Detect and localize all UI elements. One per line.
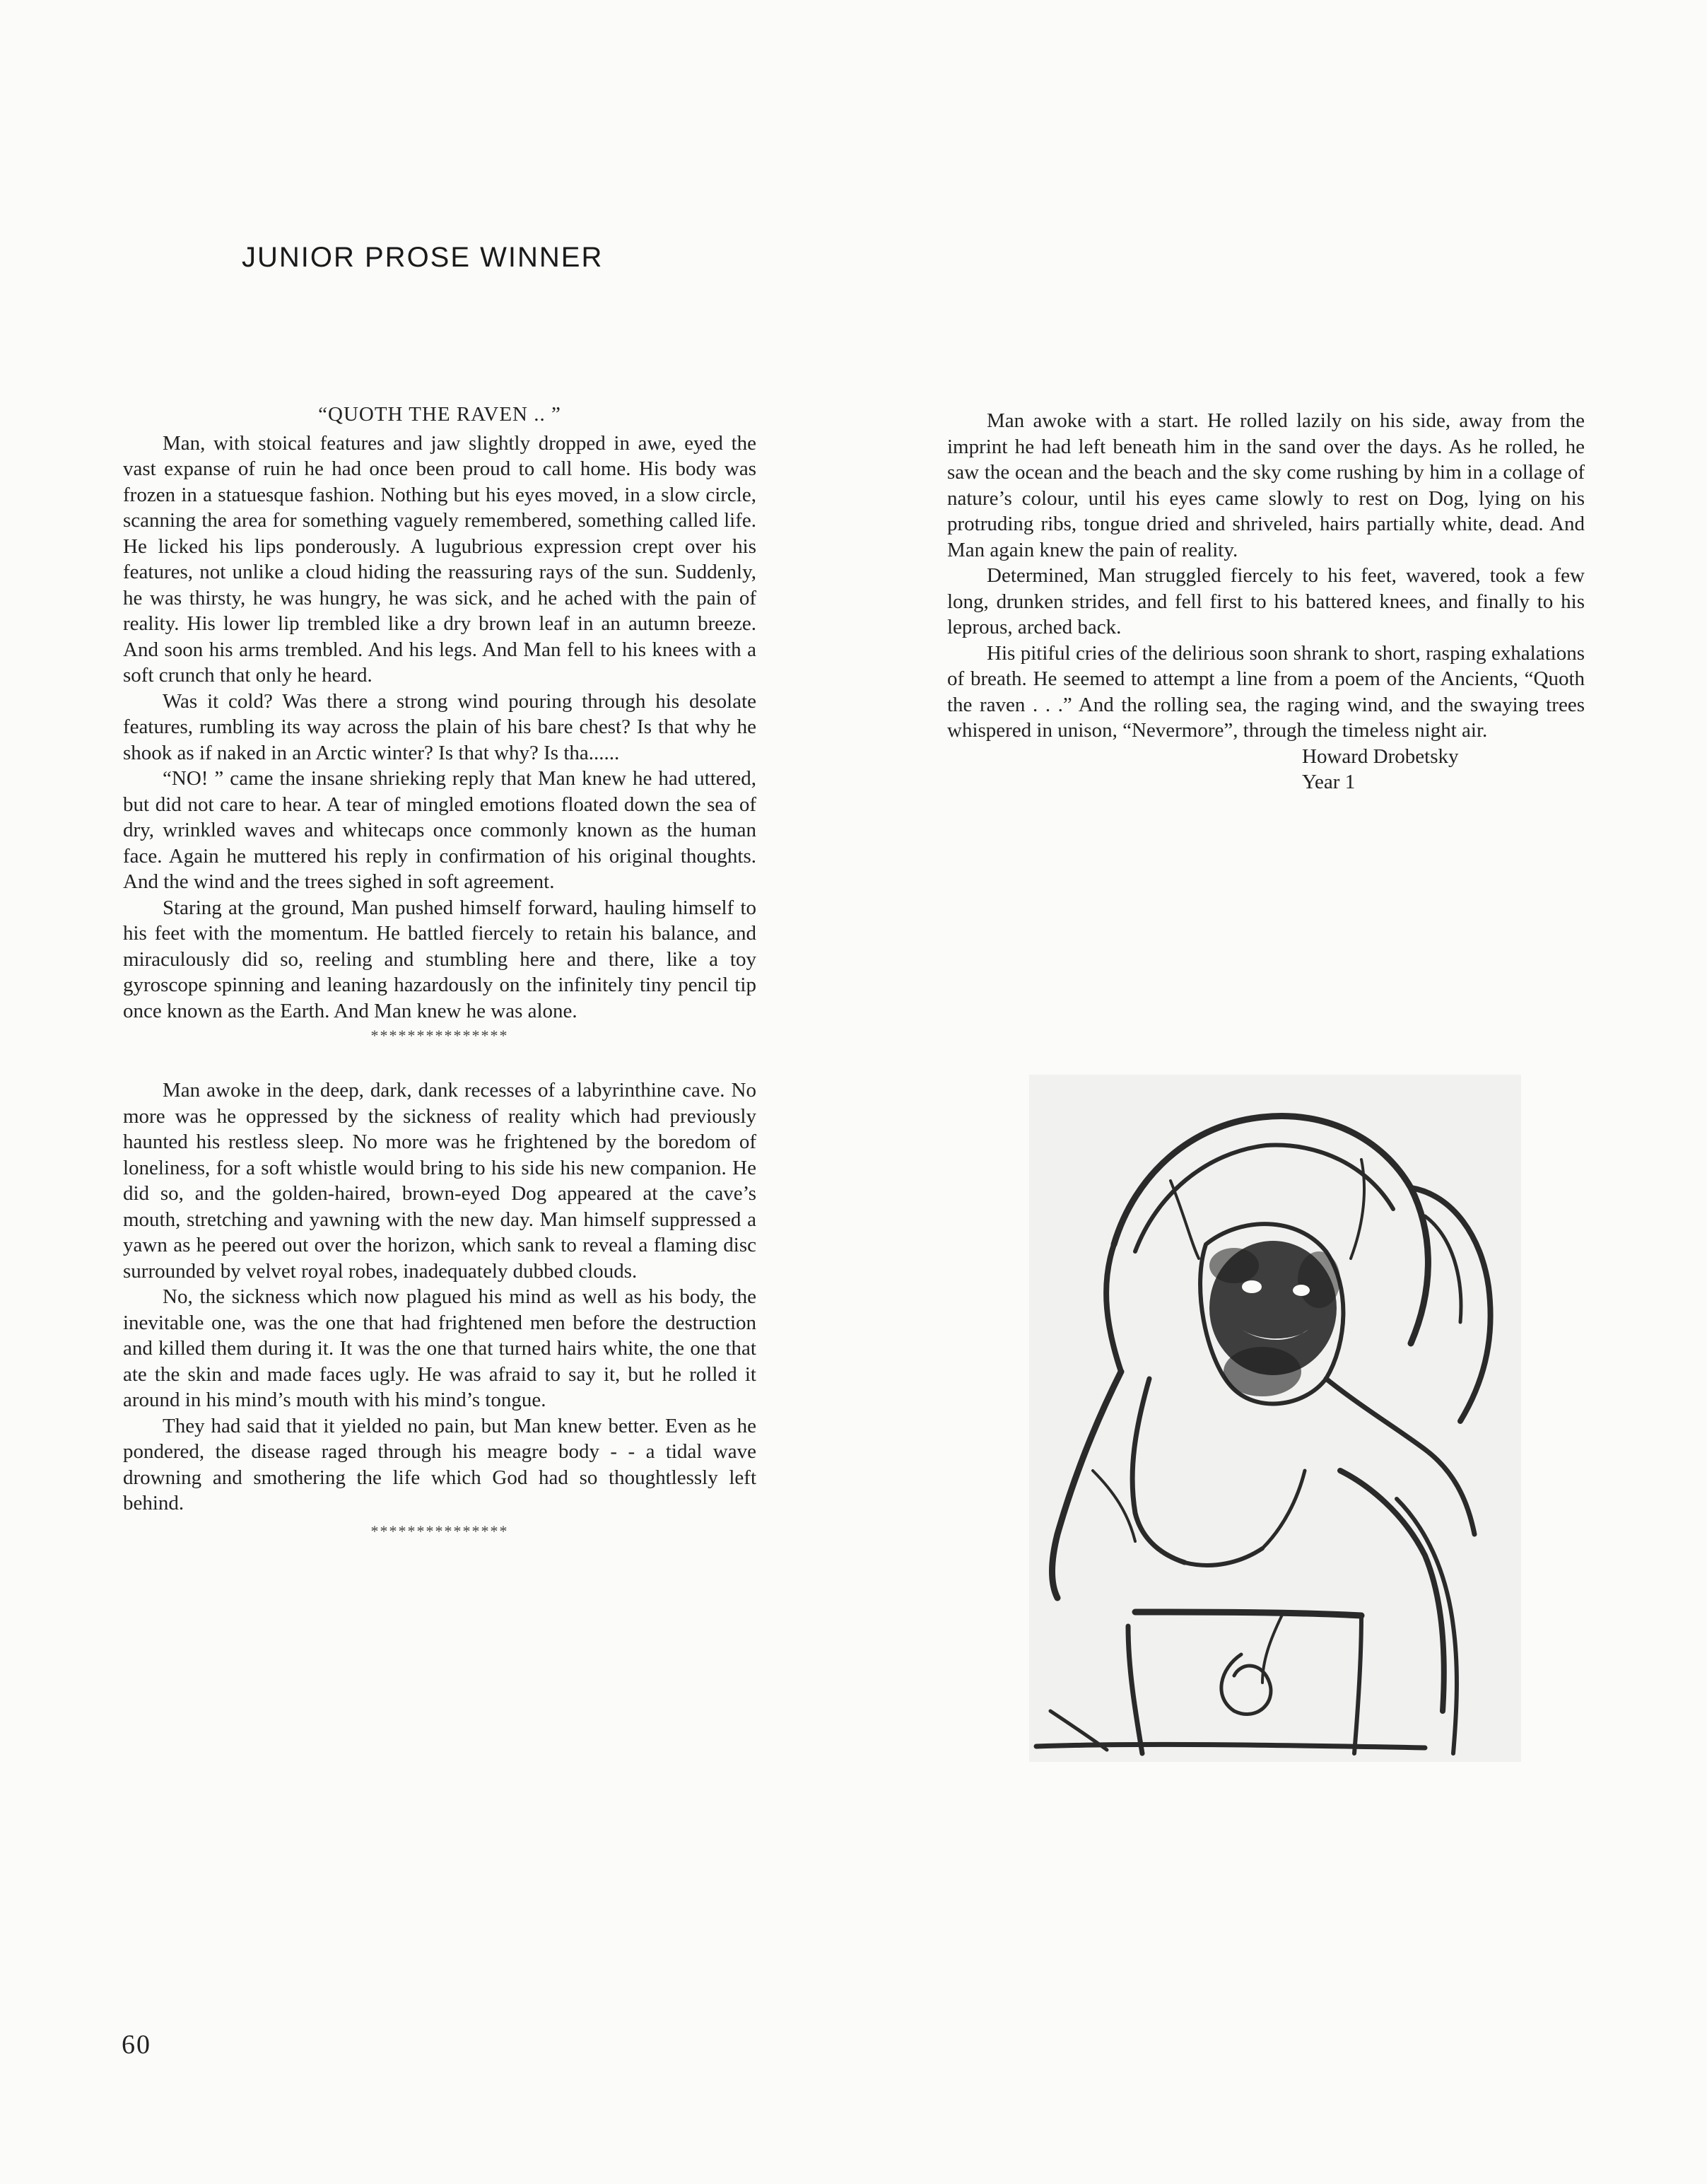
paragraph: His pitiful cries of the delirious soon shrank to short, rasping exhalations of breath. He seemed to attempt a line from a poem of the Ancients, “Quoth the raven . . .” And the rolling sea, the raging wind, and the swaying trees whispered in unison, “Nevermore”, through the timeless night air. bbox=[947, 641, 1585, 742]
paragraph: “NO! ” came the insane shrieking reply that Man knew he had uttered, but did not care to hear. A tear of mingled emotions floated down the sea of dry, wrinkled waves and whitecaps once commonly known as the human face. Again he muttered his reply in confirmation of his original thoughts. And the wind and the trees sighed in soft agreement. bbox=[123, 767, 756, 893]
section-divider: *************** bbox=[370, 1027, 509, 1044]
page-number: 60 bbox=[122, 2030, 151, 2060]
paragraph: Man, with stoical features and jaw slightly dropped in awe, eyed the vast expanse of ruin he had once been proud to call home. His body was frozen in a statuesque fashion. Nothing but his eyes moved, in a slow circle, scanning the area for something vaguely remembered, something called life. He licked his lips ponderously. A lugubrious expression crept over his features, not unlike a cloud hiding the reassuring rays of the sun. Suddenly, he was thirsty, he was hungry, he was sick, and he ached with the pain of reality. His lower lip trembled like a dry brown leaf in an autumn breeze. And soon his arms trembled. And his legs. And Man fell to his knees with a soft crunch that only he heard. bbox=[123, 431, 756, 687]
author-name: Howard Drobetsky bbox=[1302, 744, 1459, 768]
paragraph: No, the sickness which now plagued his mind as well as his body, the inevitable one, was the one that had frightened men before the destruction and killed them during it. It was the one that turned hairs white, the one that ate the skin and made faces ugly. He was afraid to say it, but he rolled it around in his mind’s mouth with his mind’s tongue. bbox=[123, 1285, 756, 1411]
left-text-column bbox=[123, 402, 756, 1542]
right-text-column bbox=[947, 408, 1585, 795]
paragraph: Determined, Man struggled fiercely to his feet, wavered, took a few long, drunken strides, and fell first to his battered knees, and finally to his leprous, arched back. bbox=[947, 564, 1585, 638]
author-year: Year 1 bbox=[1302, 770, 1356, 793]
paragraph: Man awoke in the deep, dark, dank recesses of a labyrinthine cave. No more was he oppressed by the sickness of reality which had previously haunted his restless sleep. No more was he frightened by the boredom of loneliness, for a soft whistle would bring to his side his new companion. He did so, and the golden-haired, brown-eyed Dog appeared at the cave’s mouth, stretching and yawning with the new day. Man himself suppressed a yawn as he peered out over the horizon, which sank to reveal a flaming disc surrounded by velvet royal robes, inadequately dubbed clouds. bbox=[123, 1079, 756, 1283]
ink-sketch-illustration bbox=[1029, 1075, 1521, 1762]
paragraph: They had said that it yielded no pain, but Man knew better. Even as he pondered, the disease raged through his meagre body - - a tidal wave drowning and smothering the life which God had so thoughtlessly left behind. bbox=[123, 1414, 756, 1514]
section-divider: *************** bbox=[370, 1522, 509, 1540]
author-signature bbox=[1302, 744, 1585, 795]
section-heading: JUNIOR PROSE WINNER bbox=[242, 242, 604, 273]
paragraph: Man awoke with a start. He rolled lazily on his side, away from the imprint he had left beneath him in the sand over the days. As he rolled, he saw the ocean and the beach and the sky come rushing by him in a collage of nature’s colour, until his eyes came slowly to rest on Dog, lying on his protruding ribs, tongue dried and shriveled, hairs partially white, dead. And Man again knew the pain of reality. bbox=[947, 409, 1585, 561]
paragraph: Was it cold? Was there a strong wind pouring through his desolate features, rumbling its way across the plain of his bare chest? Is that why he shook as if naked in an Arctic winter? Is that why? Is tha...... bbox=[123, 689, 756, 764]
story-title: “QUOTH THE RAVEN .. ” bbox=[318, 403, 561, 426]
paragraph: Staring at the ground, Man pushed himself forward, hauling himself to his feet with the momentum. He battled fiercely to retain his balance, and miraculously did so, reeling and stumbling here and there, like a toy gyroscope spinning and leaning hazardously on the infinitely tiny pencil tip once known as the Earth. And Man knew he was alone. bbox=[123, 896, 756, 1022]
